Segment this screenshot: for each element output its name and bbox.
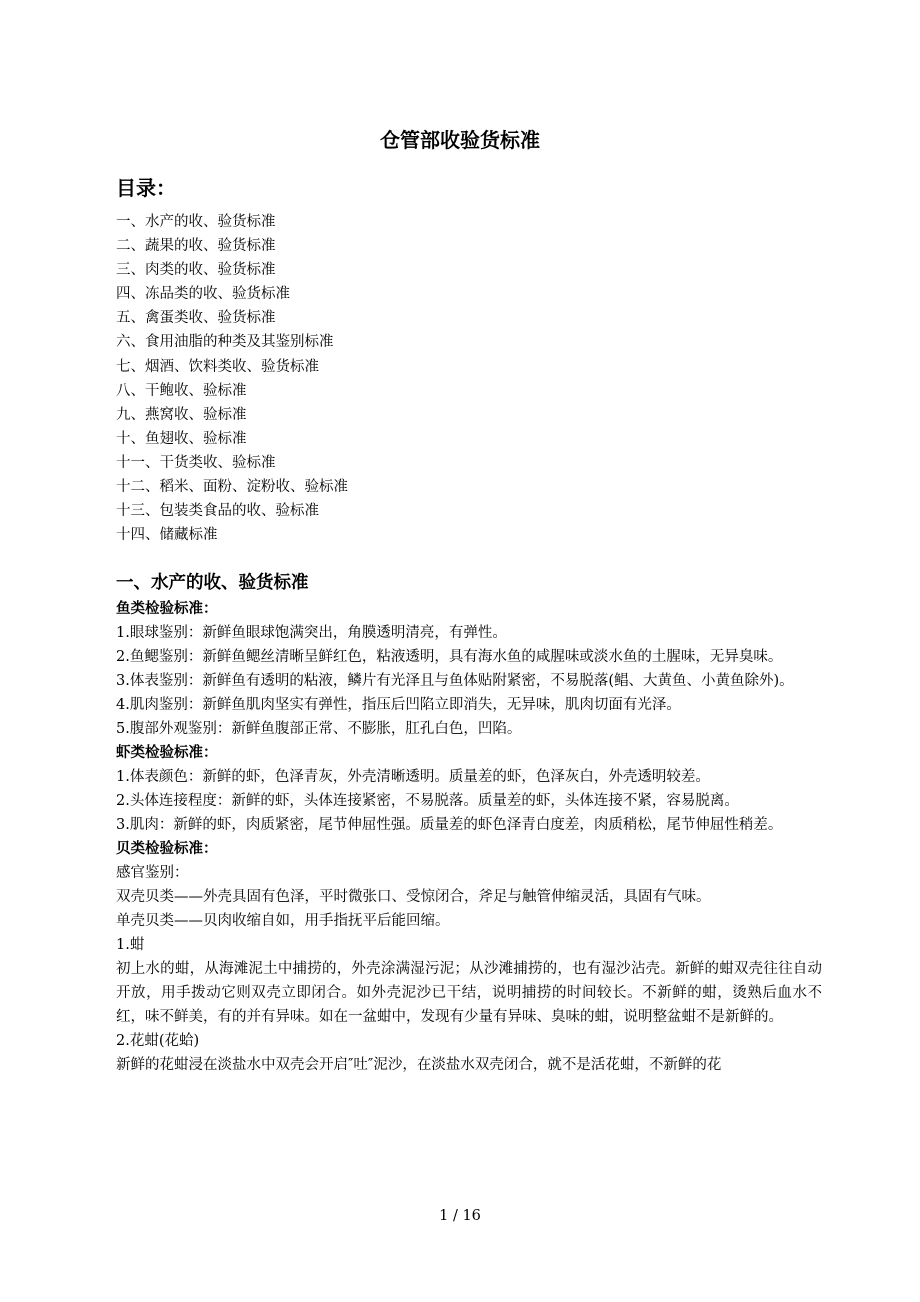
paragraph: 初上水的蚶，从海滩泥土中捕捞的，外壳涂满湿污泥；从沙滩捕捞的，也有湿沙沾壳。新鲜的蚶双壳往往自动开放，用手拨动它则双壳立即闭合。如外壳泥沙已干结，说明捕捞的时间较长。不新鲜的蚶，烫熟后血水不红，味不鲜美，有的并有异味。如在一盆蚶中，发现有少量有异味、臭味的蚶，说明整盆蚶不是新鲜的。 [116, 961, 822, 1025]
paragraph: 双壳贝类——外壳具固有色泽，平时微张口、受惊闭合，斧足与触管伸缩灵活，具固有气味。 [116, 889, 711, 905]
toc-item: 五、禽蛋类收、验货标准 [116, 310, 276, 327]
toc-item: 四、冻品类的收、验货标准 [116, 286, 290, 303]
paragraph: 2.花蚶(花蛤) [116, 1033, 200, 1049]
toc-item: 十一、干货类收、验标准 [116, 454, 276, 471]
toc-item: 十三、包装类食品的收、验标准 [116, 503, 319, 520]
paragraph: 2.头体连接程度：新鲜的虾，头体连接紧密，不易脱落。质量差的虾，头体连接不紧，容易脱离。 [116, 793, 739, 809]
toc-item: 三、肉类的收、验货标准 [116, 262, 276, 279]
paragraph: 3.肌肉：新鲜的虾，肉质紧密，尾节伸屈性强。质量差的虾色泽青白度差，肉质稍松，尾节伸屈性稍差。 [116, 817, 783, 833]
shellfish-standard-heading: 贝类检验标准： [116, 841, 218, 857]
paragraph: 单壳贝类——贝肉收缩自如，用手指抚平后能回缩。 [116, 913, 450, 929]
paragraph: 2.鱼鳃鉴别：新鲜鱼鳃丝清晰呈鲜红色，粘液透明，具有海水鱼的咸腥味或淡水鱼的土腥味，无异臭味。 [116, 649, 783, 665]
paragraph: 1.体表颜色：新鲜的虾，色泽青灰，外壳清晰透明。质量差的虾，色泽灰白，外壳透明较差。 [116, 769, 710, 785]
toc-item: 九、燕窝收、验标准 [116, 406, 247, 423]
toc-item: 十、鱼翅收、验标准 [116, 430, 247, 447]
paragraph: 4.肌肉鉴别：新鲜鱼肌肉坚实有弹性，指压后凹陷立即消失，无异味，肌肉切面有光泽。 [116, 697, 681, 713]
toc-item: 六、食用油脂的种类及其鉴别标准 [116, 334, 334, 351]
page-number: 1 / 16 [439, 1208, 481, 1224]
toc-item: 一、水产的收、验货标准 [116, 214, 276, 230]
toc-item: 八、干鲍收、验标准 [116, 382, 247, 399]
paragraph: 1.蚶 [116, 937, 145, 953]
paragraph: 5.腹部外观鉴别：新鲜鱼腹部正常、不膨胀，肛孔白色，凹陷。 [116, 721, 522, 737]
shrimp-standard-heading: 虾类检验标准： [116, 745, 218, 761]
paragraph: 新鲜的花蚶浸在淡盐水中双壳会开启″吐″泥沙，在淡盐水双壳闭合，就不是活花蚶，不新鲜的花 [116, 1057, 722, 1073]
paragraph: 感官鉴别： [116, 865, 189, 881]
toc-heading: 目录： [116, 176, 176, 200]
paragraph: 1.眼球鉴别：新鲜鱼眼球饱满突出，角膜透明清亮，有弹性。 [116, 625, 507, 641]
document-title: 仓管部收验货标准 [380, 128, 540, 152]
toc-item: 二、蔬果的收、验货标准 [116, 238, 276, 255]
toc-item: 十二、稻米、面粉、淀粉收、验标准 [116, 479, 348, 496]
section-heading: 一、水产的收、验货标准 [116, 573, 309, 593]
toc-item: 十四、储藏标准 [116, 527, 218, 544]
fish-standard-heading: 鱼类检验标准： [116, 601, 218, 617]
toc-item: 七、烟酒、饮料类收、验货标准 [116, 358, 319, 375]
paragraph: 3.体表鉴别：新鲜鱼有透明的粘液，鳞片有光泽且与鱼体贴附紧密，不易脱落(鲳、大黄鱼、小黄鱼除外)。 [116, 673, 794, 689]
section-aquatic-products [116, 570, 822, 1077]
table-of-contents [116, 210, 816, 547]
